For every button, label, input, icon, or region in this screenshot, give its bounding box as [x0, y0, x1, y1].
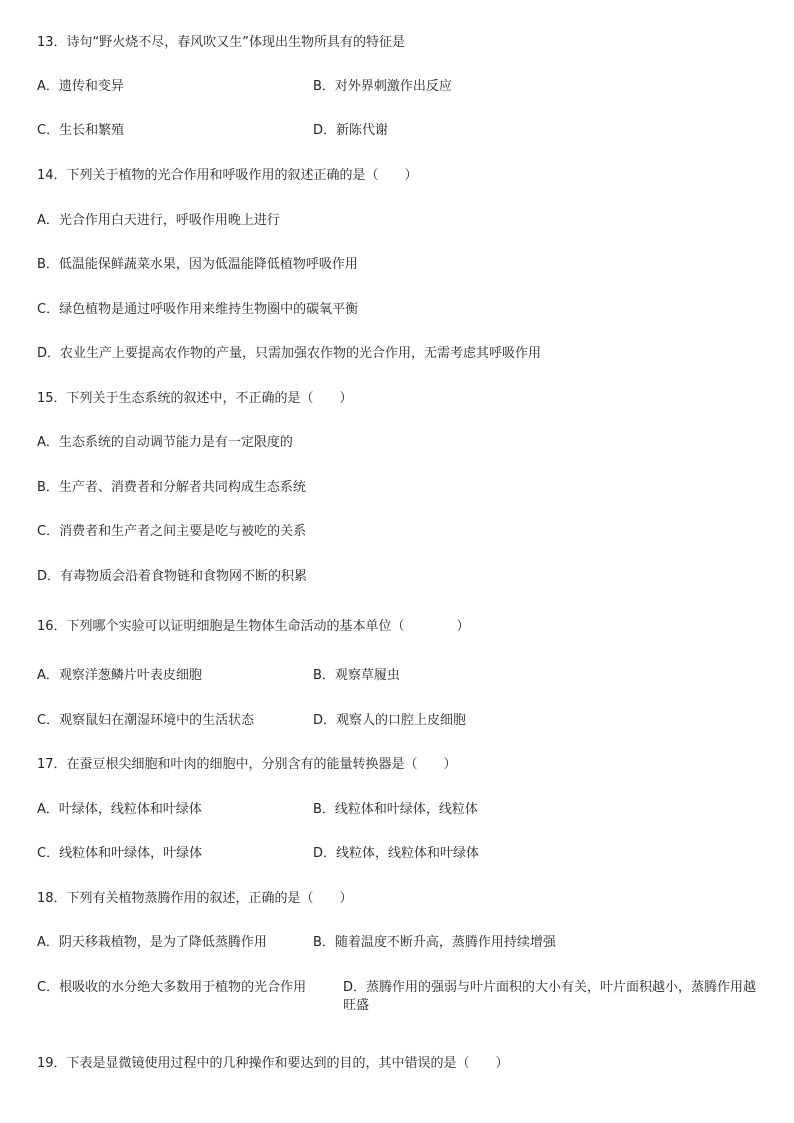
question-19-stem: 19．下表是显微镜使用过程中的几种操作和要达到的目的，其中错误的是（ ）	[37, 1056, 509, 1071]
question-13-option-b: B．对外界刺激作出反应	[313, 79, 452, 94]
question-18-option-d: D．蒸腾作用的强弱与叶片面积的大小有关，叶片面积越小，蒸腾作用越旺盛	[343, 980, 757, 1013]
question-15-stem: 15．下列关于生态系统的叙述中，不正确的是（ ）	[37, 391, 353, 406]
question-18-option-a: A．阴天移栽植物，是为了降低蒸腾作用	[37, 935, 267, 950]
question-13-option-a: A．遗传和变异	[37, 79, 124, 94]
question-16-option-a: A．观察洋葱鳞片叶表皮细胞	[37, 668, 202, 683]
question-16-option-b: B．观察草履虫	[313, 668, 400, 683]
question-14-option-b: B．低温能保鲜蔬菜水果，因为低温能降低植物呼吸作用	[37, 257, 358, 272]
question-16-option-d: D．观察人的口腔上皮细胞	[313, 713, 467, 728]
question-17-option-d: D．线粒体，线粒体和叶绿体	[313, 846, 480, 861]
question-17-option-c: C．线粒体和叶绿体，叶绿体	[37, 846, 203, 861]
question-16-option-c: C．观察鼠妇在潮湿环境中的生活状态	[37, 713, 255, 728]
question-15-option-d: D．有毒物质会沿着食物链和食物网不断的积累	[37, 569, 308, 584]
question-16-stem: 16．下列哪个实验可以证明细胞是生物体生命活动的基本单位（ ）	[37, 619, 470, 634]
question-18-stem: 18．下列有关植物蒸腾作用的叙述，正确的是（ ）	[37, 891, 353, 906]
question-13-option-c: C．生长和繁殖	[37, 123, 125, 138]
question-14-option-d: D．农业生产上要提高农作物的产量，只需加强农作物的光合作用，无需考虑其呼吸作用	[37, 346, 542, 361]
question-14-option-a: A．光合作用白天进行，呼吸作用晚上进行	[37, 213, 280, 228]
question-15-option-c: C．消费者和生产者之间主要是吃与被吃的关系	[37, 524, 307, 539]
question-18-option-b: B．随着温度不断升高，蒸腾作用持续增强	[313, 935, 556, 950]
question-18-option-c: C．根吸收的水分绝大多数用于植物的光合作用	[37, 980, 307, 995]
question-13-option-d: D．新陈代谢	[313, 123, 389, 138]
question-17-option-a: A．叶绿体，线粒体和叶绿体	[37, 802, 202, 817]
question-15-option-b: B．生产者、消费者和分解者共同构成生态系统	[37, 480, 306, 495]
question-14-option-c: C．绿色植物是通过呼吸作用来维持生物圈中的碳氧平衡	[37, 302, 359, 317]
question-14-stem: 14．下列关于植物的光合作用和呼吸作用的叙述正确的是（ ）	[37, 168, 418, 183]
question-15-option-a: A．生态系统的自动调节能力是有一定限度的	[37, 435, 293, 450]
question-13-stem: 13．诗句“野火烧不尽，春风吹又生”体现出生物所具有的特征是	[37, 35, 406, 50]
question-17-option-b: B．线粒体和叶绿体，线粒体	[313, 802, 478, 817]
question-17-stem: 17．在蚕豆根尖细胞和叶肉的细胞中，分别含有的能量转换器是（ ）	[37, 757, 457, 772]
